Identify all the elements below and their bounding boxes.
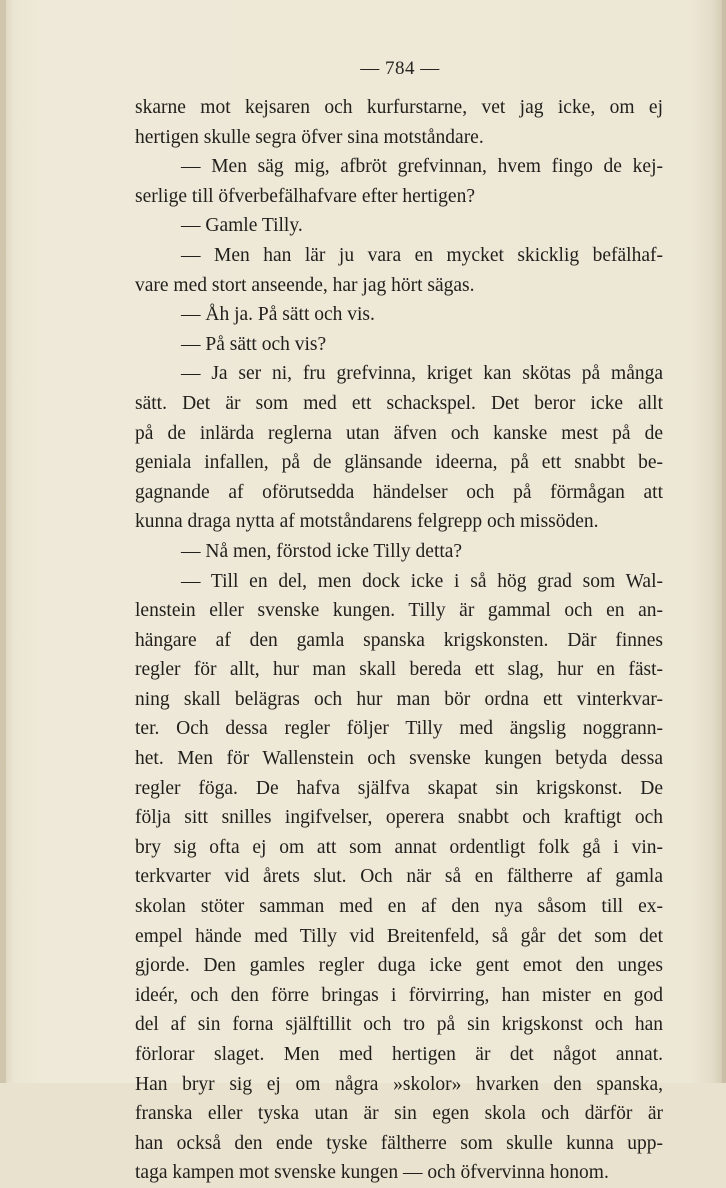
text-line: — Till en del, men dock icke i så hög grad som Wal- <box>181 570 663 592</box>
text-line: skolan stöter samman med en af den nya såsom till ex- <box>135 896 663 918</box>
text-line: empel hände med Tilly vid Breitenfeld, så går det som det <box>135 925 663 947</box>
text-line: sätt. Det är som med ett schackspel. Det beror icke allt <box>135 392 663 414</box>
text-line: taga kampen mot svenske kungen — och öfvervinna honom. <box>135 1162 609 1184</box>
text-line: regler föga. De hafva själfva skapat sin krigskonst. De <box>135 777 663 799</box>
text-line: ter. Och dessa regler följer Tilly med ängslig noggrann- <box>135 718 663 740</box>
text-line: — Gamle Tilly. <box>181 215 303 237</box>
page-number: — 784 — <box>360 58 440 79</box>
text-line: hängare af den gamla spanska krigskonsten. Där finnes <box>135 629 663 651</box>
text-line: kunna draga nytta af motståndarens felgrepp och missöden. <box>135 511 599 533</box>
text-line: — Men han lär ju vara en mycket skicklig befälhaf- <box>181 244 663 266</box>
page-edge <box>722 0 726 1083</box>
text-line: regler för allt, hur man skall bereda ett slag, hur en fäst- <box>135 659 663 681</box>
text-line: del af sin forna själftillit och tro på sin krigskonst och han <box>135 1014 663 1036</box>
text-line: terkvarter vid årets slut. Och när så en fältherre af gamla <box>135 866 663 888</box>
text-line: gagnande af oförutsedda händelser och på förmågan att <box>135 481 663 503</box>
text-line: — Nå men, förstod icke Tilly detta? <box>181 540 463 562</box>
body-text <box>135 93 663 1188</box>
text-line: Han bryr sig ej om några »skolor» hvarken den spanska, <box>135 1073 663 1095</box>
text-line: ning skall belägras och hur man bör ordna ett vinterkvar- <box>135 688 663 710</box>
text-line: — Ja ser ni, fru grefvinna, kriget kan skötas på många <box>181 363 663 385</box>
text-line: het. Men för Wallenstein och svenske kungen betyda dessa <box>135 748 663 770</box>
text-line: bry sig ofta ej om att som annat ordentligt folk gå i vin- <box>135 836 663 858</box>
text-line: — På sätt och vis? <box>181 333 327 355</box>
text-line: serlige till öfverbefälhafvare efter hertigen? <box>135 185 475 207</box>
text-line: — Men säg mig, afbröt grefvinnan, hvem fingo de kej- <box>181 156 663 178</box>
binding-gutter <box>0 0 6 1083</box>
text-line: franska eller tyska utan är sin egen skola och därför är <box>135 1103 663 1125</box>
text-line: förlorar slaget. Men med hertigen är det något annat. <box>135 1044 663 1065</box>
text-line: hertigen skulle segra öfver sina motståndare. <box>135 126 484 148</box>
text-line: vare med stort anseende, har jag hört sägas. <box>135 274 475 296</box>
text-line: geniala infallen, på de glänsande ideerna, på ett snabbt be- <box>135 452 663 474</box>
text-line: på de inlärda reglerna utan äfven och kanske mest på de <box>135 422 663 444</box>
text-line: följa sitt snilles ingifvelser, operera snabbt och kraftigt och <box>135 807 663 829</box>
text-line: ideér, och den förre bringas i förvirring, han mister en god <box>135 984 663 1006</box>
text-line: skarne mot kejsaren och kurfurstarne, vet jag icke, om ej <box>135 97 663 118</box>
text-line: gjorde. Den gamles regler duga icke gent emot den unges <box>135 955 663 977</box>
text-line: han också den ende tyske fältherre som skulle kunna upp- <box>135 1132 663 1154</box>
text-line: — Åh ja. På sätt och vis. <box>181 304 375 326</box>
text-line: lenstein eller svenske kungen. Tilly är gammal och en an- <box>135 600 663 622</box>
